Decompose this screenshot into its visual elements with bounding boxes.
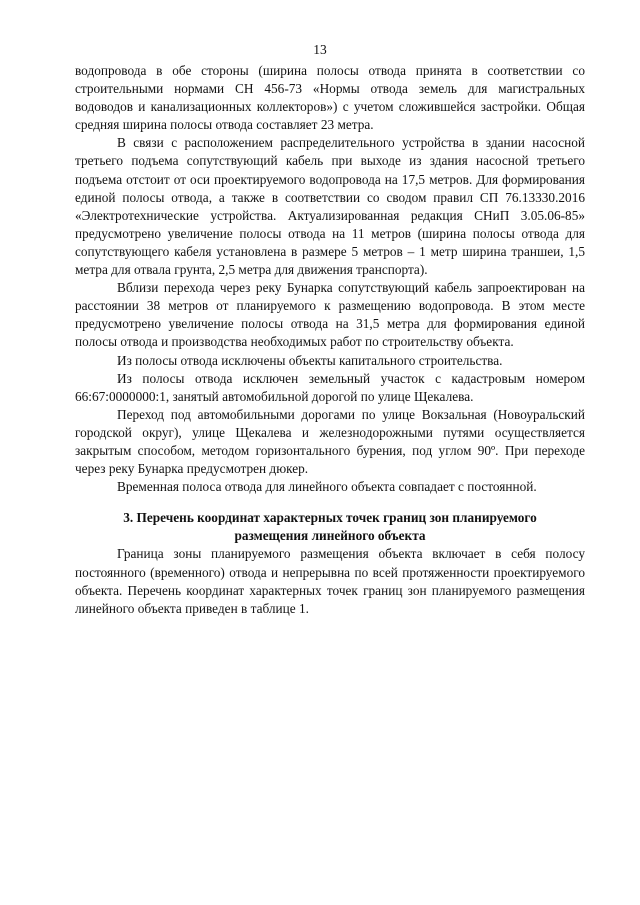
document-body bbox=[75, 62, 585, 618]
page-number: 13 bbox=[313, 42, 327, 57]
paragraph-river-crossing: Вблизи перехода через реку Бунарка сопутствующий кабель запроектирован на расстоянии 38 метров от планируемого к размещению водопровода. В этом месте предусмотрено увеличение полосы отвода на 31,5 метра для формирования единой полосы отвода и производства необходимых работ по строительству объекта. bbox=[75, 280, 585, 350]
section-heading-line-2: размещения линейного объекта bbox=[234, 528, 426, 544]
paragraph-cable-offset: В связи с расположением распределительного устройства в здании насосной третьего подъема сопутствующий кабель при выходе из здания насосной третьего подъема отстоит от оси проектируемого водопровода на 17,5 метров. Для формирования единой полосы отвода, а также в соответствии со сводом правил СП 76.13330.2016 «Электротехнические устройства. Актуализированная редакция СНиП 3.05.06-85» предусмотрено увеличение полосы отвода на 11 метров (ширина полосы отвода для сопутствующего кабеля установлена в размере 5 метров – 1 метр ширина траншеи, 1,5 метра для отвала грунта, 2,5 метра для движения транспорта). bbox=[75, 135, 585, 278]
paragraph-zone-boundary: Граница зоны планируемого размещения объекта включает в себя полосу постоянного (временного) отвода и непрерывна по всей протяженности проектируемого объекта. Перечень координат характерных точек границ зон планируемого размещения линейного объекта приведен в таблице 1. bbox=[75, 546, 585, 616]
paragraph-temporary-strip: Временная полоса отвода для линейного объекта совпадает с постоянной. bbox=[117, 479, 537, 495]
paragraph-excluded-plot: Из полосы отвода исключен земельный участок с кадастровым номером 66:67:0000000:1, занятый автомобильной дорогой по улице Щекалева. bbox=[75, 370, 585, 404]
section-heading bbox=[75, 509, 585, 545]
paragraph-excluded-objects: Из полосы отвода исключены объекты капитального строительства. bbox=[117, 352, 503, 368]
section-heading-line-1: 3. Перечень координат характерных точек границ зон планируемого bbox=[123, 510, 537, 526]
paragraph-continuation: водопровода в обе стороны (ширина полосы отвода принята в соответствии со строительными нормами СН 456-73 «Нормы отвода земель для магистральных водоводов и канализационных коллекторов») с учетом сложившейся застройки. Общая средняя ширина полосы отвода составляет 23 метра. bbox=[75, 63, 585, 133]
paragraph-road-crossing: Переход под автомобильными дорогами по улице Вокзальная (Новоуральский городской округ), улице Щекалева и железнодорожными путями осуществляется закрытым способом, методом горизонтального бурения, под углом 90º. При переходе через реку Бунарка предусмотрен дюкер. bbox=[75, 406, 585, 477]
